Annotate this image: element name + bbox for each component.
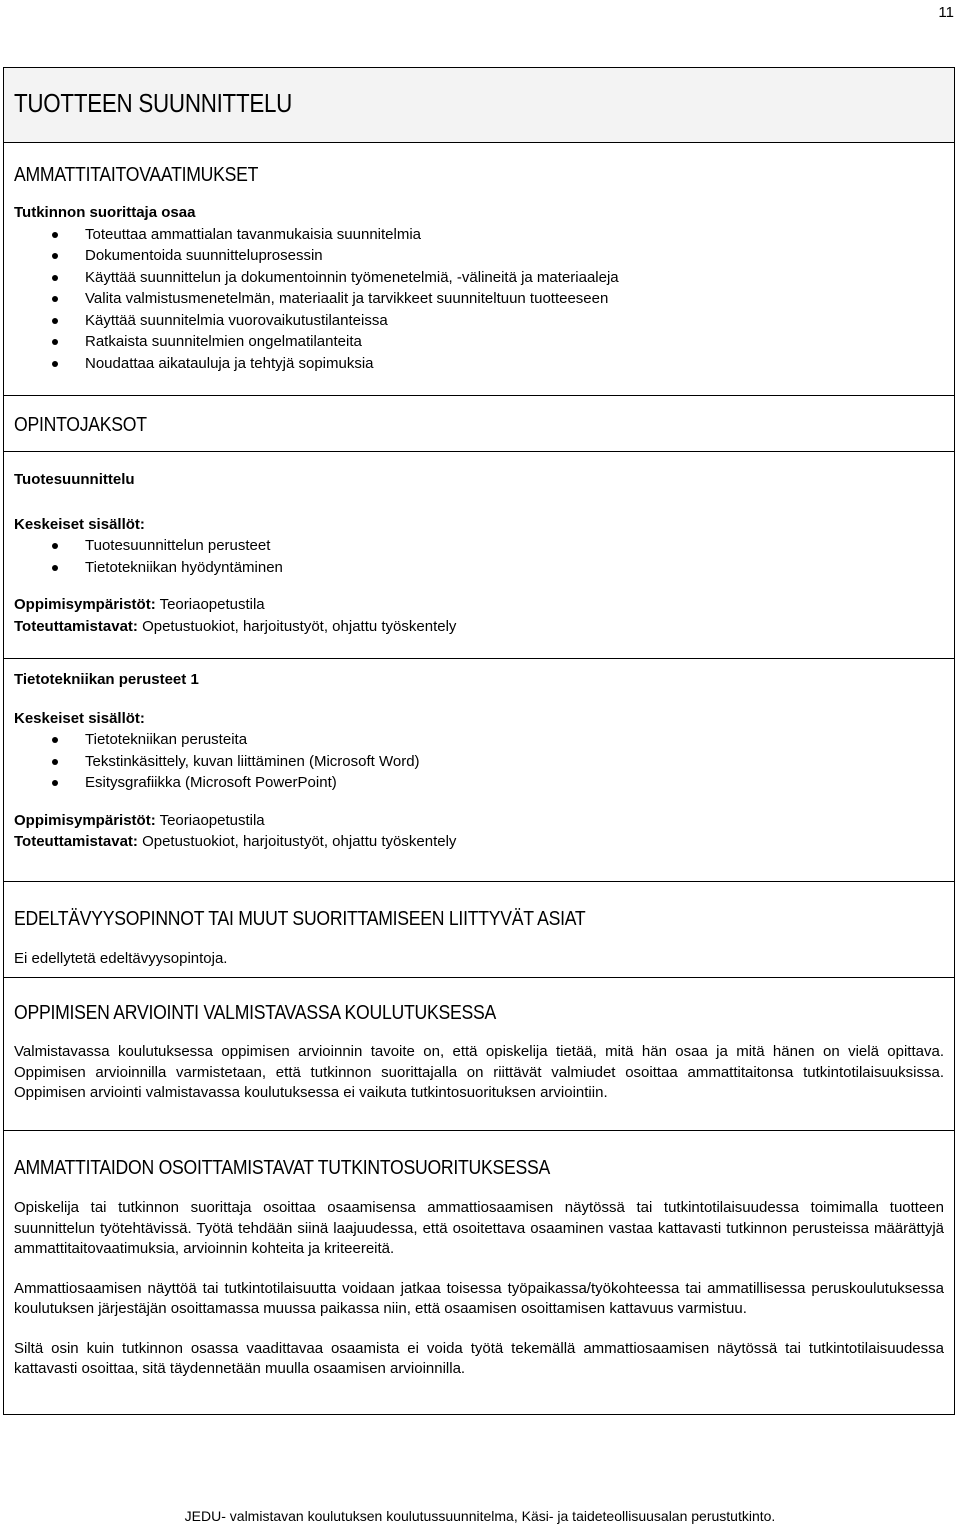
list-item: Dokumentoida suunnitteluprosessin [14, 245, 944, 267]
list-item: Tietotekniikan perusteita [14, 729, 944, 751]
contents-label: Keskeiset sisällöt: [14, 515, 145, 533]
contents-list [14, 535, 944, 578]
list-item: Tekstinkäsittely, kuvan liittäminen (Microsoft Word) [14, 751, 944, 773]
implementation-methods [14, 831, 944, 853]
demonstration-paragraph: Siltä osin kuin tutkinnon osassa vaadittavaa osaamista ei voida työtä tekemällä ammattiosaamisen näytössä tai tutkintotilaisuudessa kattavasti osoittaa, sitä täydennetään muulla osaamisen arvioinnilla. [14, 1339, 944, 1377]
assessment-section [4, 978, 954, 1131]
document-frame [3, 67, 955, 1415]
learning-environment-value: Teoriaopetustila [155, 811, 265, 829]
assessment-text: Valmistavassa koulutuksessa oppimisen arvioinnin tavoite on, että opiskelija tietää, mitä hän osaa ja mitä hänen on vielä opittava. Oppimisen arvioinnilla varmistetaan, että tutkinnon suorittajalla on riittävät valmiudet osoittaa ammattitaitonsa tutkintotilaisuuksissa. Oppimisen arviointi valmistavassa koulutuksessa ei vaikuta tutkintosuorituksen arviointiin. [14, 1043, 944, 1101]
list-item: Tietotekniikan hyödyntäminen [14, 557, 944, 579]
prerequisites-section [4, 882, 954, 978]
list-item: Toteuttaa ammattialan tavanmukaisia suunnitelmia [14, 224, 944, 246]
learning-environment [14, 594, 944, 616]
demonstration-paragraph: Opiskelija tai tutkinnon suorittaja osoittaa osaamisensa ammattiosaamisen näytössä tai tutkintotilaisuudessa toimimalla tuotteen suunnittelun työtehtävissä. Työtä tehdään siinä laajuudessa, että osoitettava osaaminen vastaa kattavasti tutkinnon perusteissa määrättyjä ammattitaitovaatimuksia, arvioinnin kohteita ja kriteereitä. [14, 1199, 944, 1257]
demonstration-heading: AMMATTITAIDON OSOITTAMISTAVAT TUTKINTOSUORITUKSESSA [14, 1156, 551, 1179]
unit-title: Tietotekniikan perusteet 1 [14, 671, 199, 688]
implementation-methods-value: Opetustuokiot, harjoitustyöt, ohjattu työskentely [137, 617, 457, 635]
list-item: Käyttää suunnittelun ja dokumentoinnin työmenetelmiä, -välineitä ja materiaaleja [14, 267, 944, 289]
list-item: Valita valmistusmenetelmän, materiaalit ja tarvikkeet suunniteltuun tuotteeseen [14, 288, 944, 310]
requirements-heading: AMMATTITAITOVAATIMUKSET [14, 163, 259, 186]
page-title: TUOTTEEN SUUNNITTELU [14, 88, 293, 118]
implementation-methods [14, 616, 944, 638]
list-item: Tuotesuunnittelun perusteet [14, 535, 944, 557]
prerequisites-heading: EDELTÄVYYSOPINNOT TAI MUUT SUORITTAMISEEN LIITTYVÄT ASIAT [14, 907, 586, 930]
learning-environment-value: Teoriaopetustila [155, 596, 265, 613]
study-unit-2 [4, 659, 954, 882]
learning-environment-label: Oppimisympäristöt: [14, 596, 156, 613]
study-unit-1 [4, 452, 954, 659]
page-number: 11 [938, 4, 954, 21]
title-block [4, 68, 954, 143]
study-units-heading: OPINTOJAKSOT [14, 413, 147, 436]
unit-title: Tuotesuunnittelu [14, 471, 135, 488]
contents-label: Keskeiset sisällöt: [14, 709, 145, 727]
implementation-methods-label: Toteuttamistavat: [14, 617, 138, 635]
demonstration-paragraph: Ammattiosaamisen näyttöä tai tutkintotilaisuutta voidaan jatkaa toisessa työpaikassa/työkohteessa tai ammatillisessa peruskoulutuksessa koulutuksen järjestäjän osoittamassa muussa paikassa niin, että osaamisen osoittamisen kattavuus varmistuu. [14, 1279, 944, 1317]
contents-list [14, 729, 944, 794]
requirements-list [14, 224, 944, 375]
requirements-intro: Tutkinnon suorittaja osaa [14, 204, 196, 221]
list-item: Esitysgrafiikka (Microsoft PowerPoint) [14, 772, 944, 794]
requirements-section [4, 143, 954, 396]
list-item: Ratkaista suunnitelmien ongelmatilanteita [14, 331, 944, 353]
implementation-methods-value: Opetustuokiot, harjoitustyöt, ohjattu työskentely [137, 833, 457, 850]
implementation-methods-label: Toteuttamistavat: [14, 833, 138, 850]
list-item: Käyttää suunnitelmia vuorovaikutustilanteissa [14, 310, 944, 332]
learning-environment [14, 810, 944, 832]
assessment-heading: OPPIMISEN ARVIOINTI VALMISTAVASSA KOULUTUKSESSA [14, 1001, 496, 1024]
list-item: Noudattaa aikatauluja ja tehtyjä sopimuksia [14, 353, 944, 375]
study-units-heading-block [4, 396, 954, 452]
prerequisites-text: Ei edellytetä edeltävyysopintoja. [14, 950, 228, 967]
page-footer: JEDU- valmistavan koulutuksen koulutussuunnitelma, Käsi- ja taideteollisuusalan perustutkinto. [184, 1508, 776, 1524]
learning-environment-label: Oppimisympäristöt: [14, 811, 156, 829]
demonstration-section [4, 1131, 954, 1380]
